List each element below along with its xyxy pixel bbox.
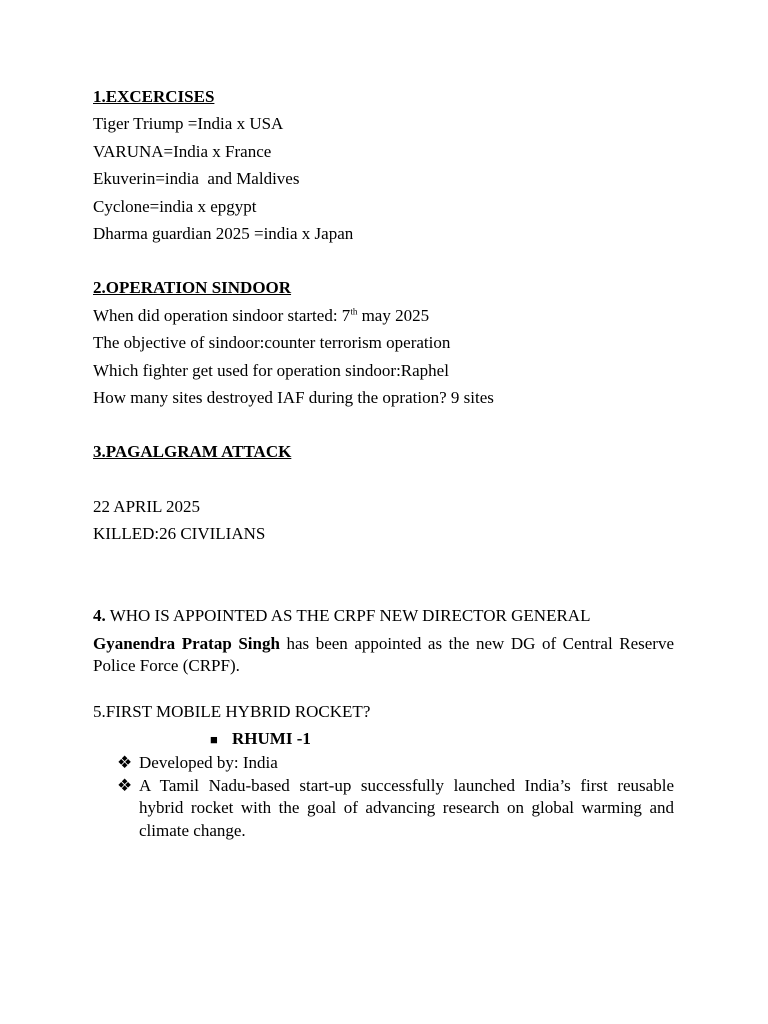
list-item	[93, 775, 674, 843]
crpf-question	[93, 605, 674, 632]
pahalgam-killed: KILLED:26 CIVILIANS	[93, 524, 266, 544]
sindoor-line: The objective of sindoor:counter terrorism operation	[93, 333, 451, 353]
crpf-answer-text: has been appointed as the new DG of Central Reserve Police Force (CRPF).	[93, 633, 675, 676]
crpf-number: 4.	[93, 606, 106, 626]
exercises-heading: 1.EXCERCISES	[93, 87, 215, 106]
sindoor-line: How many sites destroyed IAF during the opration? 9 sites	[93, 387, 494, 407]
diamond-bullet-icon: ❖	[117, 775, 133, 795]
pahalgam-heading: 3.PAGALGRAM ATTACK	[93, 442, 292, 462]
rocket-point: A Tamil Nadu-based start-up successfully launched India’s first reusable hybrid rocket with the goal of advancing research on global warming and climate change.	[139, 775, 674, 840]
document-page	[93, 86, 674, 842]
exercise-line: VARUNA=India x France	[93, 141, 272, 161]
rocket-name-item	[210, 728, 674, 752]
exercise-line: Tiger Triump =India x USA	[93, 114, 284, 134]
crpf-answer	[93, 633, 674, 678]
crpf-name: Gyanendra Pratap Singh	[93, 633, 280, 653]
sindoor-start-line	[93, 305, 674, 332]
sindoor-start-sup: th	[350, 306, 358, 317]
square-bullet-icon: ■	[210, 732, 218, 748]
crpf-question-text: WHO IS APPOINTED AS THE CRPF NEW DIRECTOR GENERAL	[105, 606, 591, 626]
list-item	[93, 752, 674, 775]
exercise-line: Ekuverin=india and Maldives	[93, 169, 300, 189]
exercise-line: Dharma guardian 2025 =india x Japan	[93, 223, 354, 243]
rocket-point: Developed by: India	[139, 753, 278, 773]
rocket-name: RHUMI -1	[232, 729, 311, 749]
exercise-line: Cyclone=india x epgypt	[93, 196, 257, 216]
sindoor-start-prefix: When did operation sindoor started: 7	[93, 305, 351, 325]
sindoor-heading: 2.OPERATION SINDOOR	[93, 278, 292, 298]
rocket-question: 5.FIRST MOBILE HYBRID ROCKET?	[93, 701, 371, 721]
diamond-bullet-icon: ❖	[117, 753, 133, 773]
sindoor-line: Which fighter get used for operation sindoor:Raphel	[93, 360, 449, 380]
sindoor-start-suffix: may 2025	[357, 305, 430, 325]
pahalgam-date: 22 APRIL 2025	[93, 496, 201, 516]
